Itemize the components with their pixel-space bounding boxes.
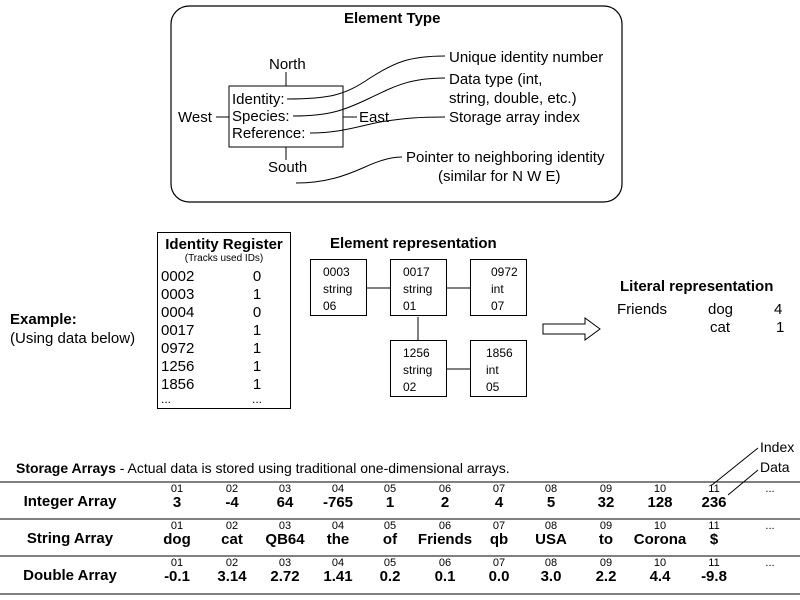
array-index: 07	[492, 557, 506, 569]
identity-field: Identity:	[232, 91, 285, 108]
array-cell: 0.1	[434, 568, 456, 585]
register-subtitle: (Tracks used IDs)	[184, 253, 264, 264]
array-index: 03	[278, 557, 292, 569]
array-cell: of	[382, 531, 398, 548]
array-cell: -4	[225, 494, 239, 511]
array-index: 02	[225, 557, 239, 569]
array-cell: -0.1	[164, 568, 190, 585]
identity-register	[157, 232, 291, 409]
array-index: 10	[653, 557, 667, 569]
array-cell: -765	[322, 494, 354, 511]
south-label: South	[268, 159, 308, 176]
example-subtitle: (Using data below)	[10, 330, 136, 347]
array-cell: dog	[163, 531, 191, 548]
array-cell: Friends	[417, 531, 473, 548]
storage-heading	[16, 461, 510, 475]
array-index: 02	[225, 520, 239, 532]
array-index: 03	[278, 483, 292, 495]
storage-description: - Actual data is stored using traditional one-dimensional arrays.	[115, 460, 510, 476]
register-ids	[161, 268, 194, 404]
register-id: 0004	[161, 304, 195, 321]
register-title: Identity Register	[165, 236, 283, 253]
array-index: 01	[170, 483, 184, 495]
array-cell: qb	[489, 531, 509, 548]
array-index: 10	[653, 520, 667, 532]
element-node: 0972 int 07	[470, 259, 527, 316]
array-index: 02	[225, 483, 239, 495]
array-index: 04	[331, 557, 345, 569]
array-index: 07	[492, 520, 506, 532]
array-cell: USA	[535, 531, 567, 548]
array-index: 09	[599, 557, 613, 569]
array-index: 09	[599, 483, 613, 495]
register-flag: 0	[252, 304, 262, 321]
register-flag: 1	[252, 358, 262, 375]
array-index: 03	[278, 520, 292, 532]
register-id: 0002	[161, 268, 195, 285]
pointer-annotation-line1: Pointer to neighboring identity	[406, 149, 605, 166]
east-label: East	[359, 109, 390, 126]
array-cell: 0.0	[488, 568, 510, 585]
array-cell: 2.72	[270, 568, 300, 585]
storage-title: Storage Arrays	[16, 460, 116, 476]
element-node: 0003 string 06	[310, 259, 367, 316]
array-cell: 3.14	[217, 568, 247, 585]
register-id: 1256	[161, 358, 195, 375]
identity-pointer	[287, 56, 445, 99]
array-index: 06	[438, 520, 452, 532]
array-index: 11	[708, 557, 720, 569]
array-cell: to	[598, 531, 614, 548]
array-cell: 3	[172, 494, 182, 511]
array-index: 06	[438, 557, 452, 569]
array-cell: 64	[276, 494, 294, 511]
array-cell: 5	[546, 494, 556, 511]
example-title: Example:	[10, 311, 77, 328]
species-field: Species:	[232, 108, 290, 125]
array-cell: 128	[647, 494, 673, 511]
array-index: 09	[599, 520, 613, 532]
pointer-annotation-line2: (similar for N W E)	[438, 168, 561, 185]
array-cell: 2	[440, 494, 450, 511]
array-index: 08	[544, 557, 558, 569]
array-index: 05	[383, 557, 397, 569]
north-label: North	[269, 56, 306, 73]
array-cell: the	[326, 531, 350, 548]
element-node: 0017 string 01	[390, 259, 447, 316]
array-cell: 3.0	[540, 568, 562, 585]
literal-representation-title: Literal representation	[620, 278, 774, 295]
array-index: 07	[492, 483, 506, 495]
array-cell: 32	[597, 494, 615, 511]
register-flag: 1	[252, 286, 262, 303]
array-index: 11	[708, 483, 720, 495]
literal-key: cat	[710, 319, 731, 336]
array-cell: QB64	[265, 531, 305, 548]
array-cell: 4.4	[649, 568, 671, 585]
array-index: 10	[653, 483, 667, 495]
register-id: 0972	[161, 340, 195, 357]
array-cell: 0.2	[379, 568, 401, 585]
register-flag: 0	[252, 268, 262, 285]
index-pointer	[712, 448, 758, 485]
west-label: West	[178, 109, 212, 126]
element-node: 1856 int 05	[470, 340, 527, 397]
literal-value: 4	[774, 301, 783, 318]
array-index: 04	[331, 520, 345, 532]
register-id: 0017	[161, 322, 195, 339]
register-id: ...	[161, 392, 172, 406]
index-label: Index	[760, 439, 795, 455]
reference-field: Reference:	[232, 125, 306, 142]
array-cell: 1.41	[323, 568, 353, 585]
register-id: 1856	[161, 376, 195, 393]
arrow-icon	[543, 318, 600, 340]
literal-name: Friends	[617, 301, 668, 318]
array-cell: -9.8	[701, 568, 727, 585]
array-index: 11	[708, 520, 720, 532]
literal-key: dog	[708, 301, 734, 318]
register-flag: 1	[252, 376, 262, 393]
array-row-label: String Array	[26, 530, 114, 547]
element-node: 1256 string 02	[390, 340, 447, 397]
register-flag: ...	[251, 392, 262, 406]
array-ellipsis: ...	[765, 483, 775, 495]
array-cell: cat	[221, 531, 243, 548]
array-cell: 2.2	[595, 568, 617, 585]
array-index: 05	[383, 520, 397, 532]
south-pointer	[296, 157, 402, 183]
array-cell: $	[709, 531, 719, 548]
array-index: 01	[170, 520, 184, 532]
array-ellipsis: ...	[765, 557, 775, 569]
species-annotation-line2: string, double, etc.)	[449, 90, 577, 107]
array-cell: 4	[494, 494, 504, 511]
literal-value: 1	[776, 319, 785, 336]
register-flags	[224, 268, 290, 404]
array-row-label: Double Array	[23, 567, 117, 584]
array-index: 06	[438, 483, 452, 495]
species-annotation-line1: Data type (int,	[449, 71, 543, 88]
array-index: 08	[544, 483, 558, 495]
array-index: 05	[383, 483, 397, 495]
register-flag: 1	[252, 322, 262, 339]
array-cell: 236	[701, 494, 727, 511]
identity-annotation: Unique identity number	[449, 49, 604, 66]
array-cell: Corona	[633, 531, 687, 548]
element-representation-title: Element representation	[330, 235, 497, 252]
array-index: 04	[331, 483, 345, 495]
register-flag: 1	[252, 340, 262, 357]
array-cell: 1	[385, 494, 395, 511]
reference-annotation: Storage array index	[449, 109, 580, 126]
array-index: 01	[170, 557, 184, 569]
array-row-label: Integer Array	[23, 493, 117, 510]
element-type-title: Element Type	[344, 10, 441, 27]
array-ellipsis: ...	[765, 520, 775, 532]
data-label: Data	[760, 459, 790, 475]
array-index: 08	[544, 520, 558, 532]
register-id: 0003	[161, 286, 195, 303]
